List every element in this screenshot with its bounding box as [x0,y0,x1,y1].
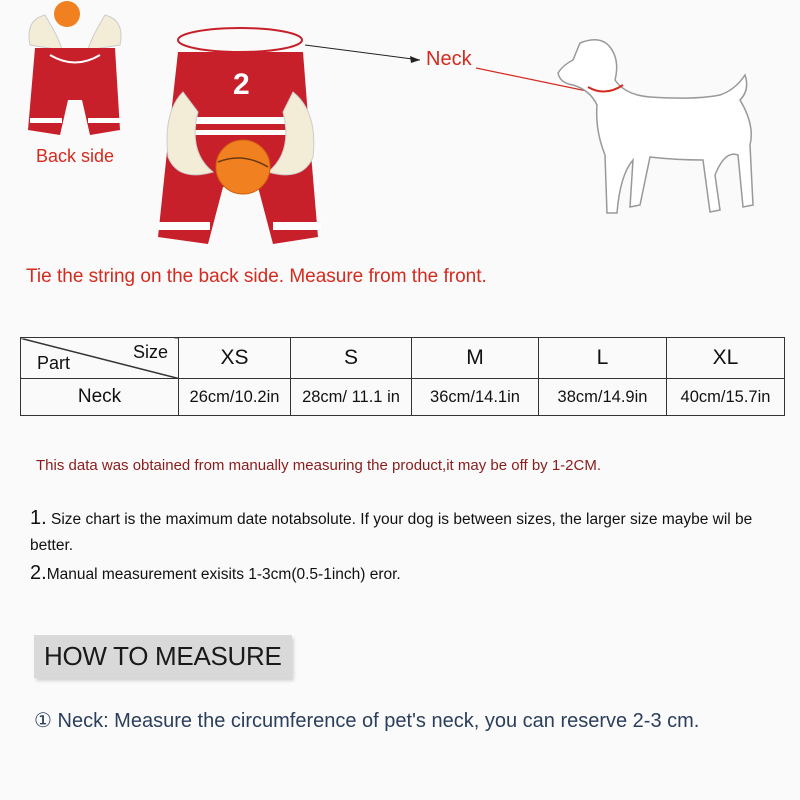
neck-label: Neck [426,48,472,70]
neck-xl-value: 40cm/15.7in [667,379,785,416]
row-label-neck: Neck [21,379,179,416]
size-col-m: M [412,338,539,379]
rule-2 [30,560,790,588]
back-side-label: Back side [36,146,115,166]
measure-index: ① [34,710,52,732]
size-col-l: L [539,338,667,379]
neck-measure-instruction [34,708,699,733]
back-side-costume-image [20,0,130,145]
how-to-measure-heading: HOW TO MEASURE [34,635,292,678]
neck-xs-value: 26cm/10.2in [179,379,291,416]
size-col-xs: XS [179,338,291,379]
rule-2-text: Manual measurement exisits 1-3cm(0.5-1inch) eror. [46,566,401,583]
size-part-header [21,338,179,379]
size-col-s: S [291,338,412,379]
neck-m-value: 36cm/14.1in [412,379,539,416]
rule-1-text: Size chart is the maximum date notabsolute. If your dog is between sizes, the larger size maybe wil be better. [30,511,753,554]
neck-s-value: 28cm/ 11.1 in [291,379,412,416]
instruction-text: Tie the string on the back side. Measure from the front. [26,266,487,287]
measure-text: Neck: Measure the circumference of pet's neck, you can reserve 2-3 cm. [57,710,700,732]
rule-2-number: 2. [30,562,47,584]
neck-l-value: 38cm/14.9in [539,379,667,416]
rule-1 [30,505,790,559]
neck-arrow [300,40,430,70]
size-header: Size [132,342,168,362]
size-col-xl: XL [667,338,785,379]
table-row [21,379,785,416]
part-header: Part [37,353,71,373]
dog-outline-icon [555,35,765,225]
rule-1-number: 1. [30,507,47,529]
table-header-row [21,338,785,379]
measurement-note: This data was obtained from manually measuring the product,it may be off by 1-2CM. [36,457,601,474]
jersey-number: 2 [233,68,250,101]
size-chart-table [20,337,785,416]
